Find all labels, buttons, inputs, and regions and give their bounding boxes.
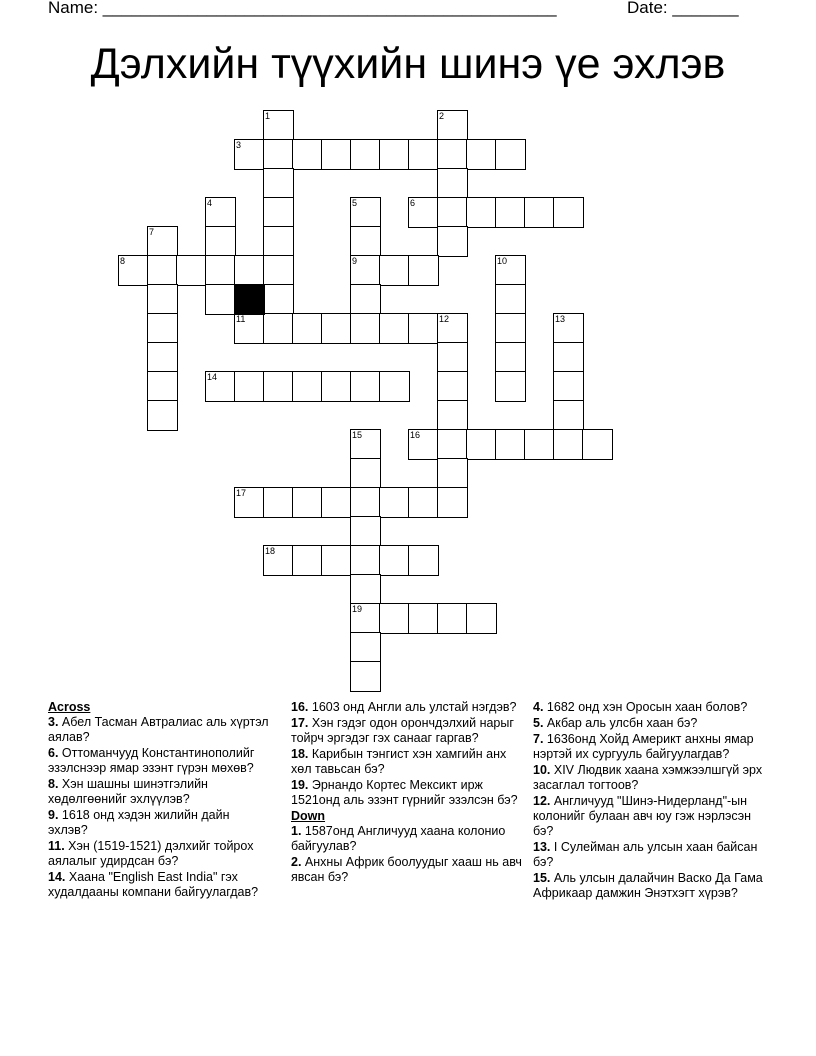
grid-cell[interactable] [408,255,439,286]
grid-cell[interactable] [379,487,410,518]
clue-across-16: 16. 1603 онд Англи аль улстай нэгдэв? [291,700,517,714]
grid-cell[interactable] [147,400,178,431]
grid-cell[interactable] [379,603,410,634]
clue-across-17: 17. Хэн гэдэг одон орончдэлхий нарыг тойрч эргэдэг гэх санааг гаргав? [291,716,514,745]
grid-cell[interactable] [350,458,381,489]
clues-column-1 [48,700,270,901]
clue-across-14: 14. Хаана "English East India" гэх худалдааны компани байгуулагдав? [48,870,259,899]
grid-cell[interactable] [495,429,526,460]
grid-cell[interactable] [147,284,178,315]
grid-cell[interactable] [147,313,178,344]
down-heading: Down [291,809,326,823]
grid-cell[interactable] [466,603,497,634]
clue-down-5: 5. Акбар аль улсбн хаан бэ? [533,716,698,730]
cell-number: 12 [439,314,450,324]
grid-cell[interactable] [350,516,381,547]
grid-cell[interactable] [263,255,294,286]
clue-across-19: 19. Эрнандо Кортес Мексикт ирж 1521онд аль эзэнт гүрнийг эзэлсэн бэ? [291,778,518,807]
grid-cell[interactable] [350,632,381,663]
cell-number: 17 [236,488,247,498]
cell-number: 19 [352,604,363,614]
cell-number: 13 [555,314,566,324]
clue-across-3: 3. Абел Тасман Автралиас аль хүртэл аялав? [48,715,269,744]
grid-cell[interactable] [466,429,497,460]
grid-cell[interactable] [292,139,323,170]
grid-cell[interactable] [321,139,352,170]
black-cell [234,284,265,315]
grid-cell[interactable] [350,371,381,402]
grid-cell[interactable] [466,197,497,228]
grid-cell[interactable] [321,545,352,576]
grid-cell[interactable] [437,168,468,199]
grid-cell[interactable] [205,226,236,257]
grid-cell[interactable] [321,371,352,402]
clue-across-9: 9. 1618 онд хэдэн жилийн дайн эхлэв? [48,808,230,837]
clue-down-10: 10. XIV Людвик хаана хэмжээлшгүй эрх засаглал тогтоов? [533,763,763,792]
grid-cell[interactable] [408,545,439,576]
across-heading: Across [48,700,91,714]
grid-cell[interactable] [321,313,352,344]
cell-number: 14 [207,372,218,382]
clue-down-2: 2. Анхны Африк боолуудыг хааш нь авч явсан бэ? [291,855,522,884]
grid-cell[interactable] [263,487,294,518]
grid-cell[interactable] [408,603,439,634]
grid-cell[interactable] [553,197,584,228]
cell-number: 10 [497,256,508,266]
grid-cell[interactable] [553,371,584,402]
cell-number: 18 [265,546,276,556]
grid-cell[interactable] [495,139,526,170]
clue-across-8: 8. Хэн шашны шинэтгэлийн хөдөлгөөнийг эхлүүлэв? [48,777,208,806]
grid-cell[interactable] [234,371,265,402]
grid-cell[interactable] [263,139,294,170]
grid-cell[interactable] [147,255,178,286]
clue-down-1: 1. 1587онд Англичууд хаана колонио байгуулав? [291,824,506,853]
grid-cell[interactable] [292,545,323,576]
grid-cell[interactable] [234,255,265,286]
grid-cell[interactable] [379,313,410,344]
grid-cell[interactable] [205,255,236,286]
grid-cell[interactable] [292,371,323,402]
grid-cell[interactable] [466,139,497,170]
grid-cell[interactable] [408,487,439,518]
cell-number: 15 [352,430,363,440]
cell-number: 5 [352,198,358,208]
date-field-label: Date: _______ [627,0,739,17]
clues-column-2 [291,700,523,886]
grid-cell[interactable] [147,342,178,373]
clue-down-12: 12. Англичууд "Шинэ-Нидерланд"-ын колонийг булаан авч юу гэж нэрлэсэн бэ? [533,794,752,838]
cell-number: 16 [410,430,421,440]
cell-number: 7 [149,227,155,237]
grid-cell[interactable] [350,139,381,170]
grid-cell[interactable] [263,371,294,402]
grid-cell[interactable] [263,226,294,257]
grid-cell[interactable] [350,313,381,344]
clue-down-13: 13. I Сулейман аль улсын хаан байсан бэ? [533,840,758,869]
cell-number: 8 [120,256,126,266]
grid-cell[interactable] [379,371,410,402]
grid-cell[interactable] [437,342,468,373]
grid-cell[interactable] [205,284,236,315]
grid-cell[interactable] [524,197,555,228]
grid-cell[interactable] [263,313,294,344]
grid-cell[interactable] [263,168,294,199]
grid-cell[interactable] [437,400,468,431]
grid-cell[interactable] [495,313,526,344]
grid-cell[interactable] [350,226,381,257]
clue-down-7: 7. 1636онд Хойд Америкт анхны ямар нэртэй их сургууль байгуулагдав? [533,732,754,761]
grid-cell[interactable] [350,487,381,518]
grid-cell[interactable] [147,371,178,402]
grid-cell[interactable] [553,429,584,460]
grid-cell[interactable] [437,371,468,402]
cell-number: 4 [207,198,213,208]
grid-cell[interactable] [495,284,526,315]
grid-cell[interactable] [437,487,468,518]
grid-cell[interactable] [350,661,381,692]
cell-number: 6 [410,198,416,208]
grid-cell[interactable] [176,255,207,286]
clue-across-6: 6. Оттоманчууд Константинополийг эзэлснээр ямар эзэнт гүрэн мөхөв? [48,746,255,775]
clue-down-15: 15. Аль улсын далайчин Васко Да Гама Африкаар дамжин Энэтхэгт хүрэв? [533,871,763,900]
grid-cell[interactable] [350,545,381,576]
clue-across-11: 11. Хэн (1519-1521) дэлхийг тойрох аялалыг удирдсан бэ? [48,839,254,868]
grid-cell[interactable] [495,371,526,402]
grid-cell[interactable] [263,284,294,315]
grid-cell[interactable] [263,197,294,228]
grid-cell[interactable] [379,139,410,170]
grid-cell[interactable] [379,255,410,286]
grid-cell[interactable] [292,313,323,344]
grid-cell[interactable] [495,197,526,228]
clue-down-4: 4. 1682 онд хэн Оросын хаан болов? [533,700,748,714]
grid-cell[interactable] [321,487,352,518]
grid-cell[interactable] [408,139,439,170]
cell-number: 9 [352,256,358,266]
grid-cell[interactable] [437,603,468,634]
grid-cell[interactable] [524,429,555,460]
grid-cell[interactable] [553,400,584,431]
cell-number: 3 [236,140,242,150]
puzzle-title: Дэлхийн түүхийн шинэ үе эхлэв [90,40,726,88]
grid-cell[interactable] [495,342,526,373]
grid-cell[interactable] [292,487,323,518]
grid-cell[interactable] [437,139,468,170]
grid-cell[interactable] [379,545,410,576]
grid-cell[interactable] [437,458,468,489]
grid-cell[interactable] [437,226,468,257]
grid-cell[interactable] [437,429,468,460]
grid-cell[interactable] [553,342,584,373]
clue-across-18: 18. Карибын тэнгист хэн хамгийн анх хөл тавьсан бэ? [291,747,507,776]
cell-number: 11 [236,314,246,324]
cell-number: 2 [439,111,445,121]
cell-number: 1 [265,111,271,121]
grid-cell[interactable] [408,313,439,344]
name-field-label: Name: ________________________________________________ [48,0,557,17]
grid-cell[interactable] [350,284,381,315]
grid-cell[interactable] [582,429,613,460]
clues-column-3 [533,700,773,902]
grid-cell[interactable] [350,574,381,605]
grid-cell[interactable] [437,197,468,228]
